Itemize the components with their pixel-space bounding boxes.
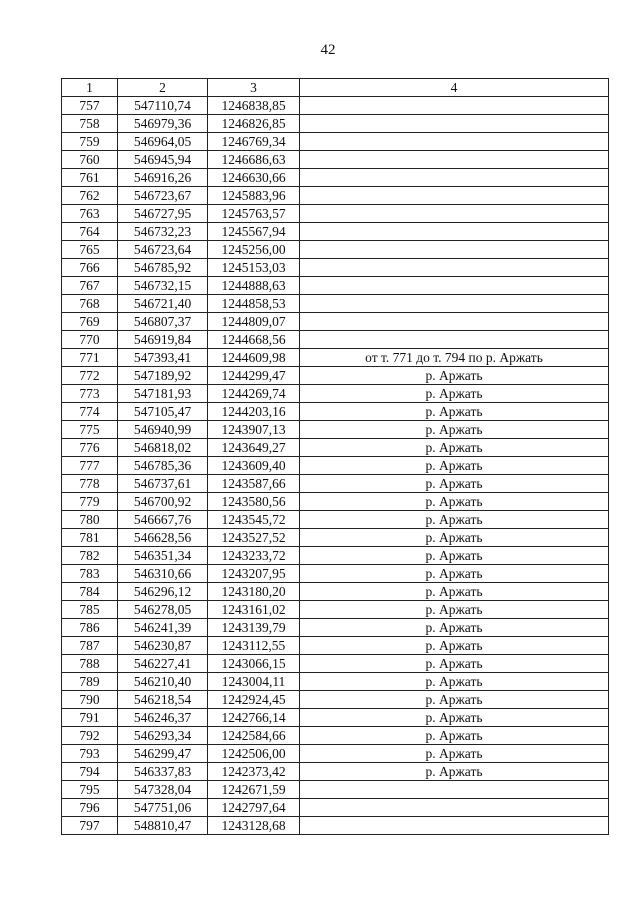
point-number-cell: 773 bbox=[62, 385, 118, 403]
x-coordinate-cell: 546940,99 bbox=[118, 421, 208, 439]
point-number-cell: 760 bbox=[62, 151, 118, 169]
table-row bbox=[62, 583, 609, 601]
point-number-cell: 765 bbox=[62, 241, 118, 259]
y-coordinate-cell: 1243139,79 bbox=[208, 619, 300, 637]
table-row bbox=[62, 295, 609, 313]
table-row bbox=[62, 601, 609, 619]
point-number-cell: 788 bbox=[62, 655, 118, 673]
column-header-2: 2 bbox=[118, 79, 208, 97]
point-number-cell: 774 bbox=[62, 403, 118, 421]
table-row bbox=[62, 691, 609, 709]
x-coordinate-cell: 546916,26 bbox=[118, 169, 208, 187]
y-coordinate-cell: 1246686,63 bbox=[208, 151, 300, 169]
point-number-cell: 771 bbox=[62, 349, 118, 367]
x-coordinate-cell: 546818,02 bbox=[118, 439, 208, 457]
point-number-cell: 777 bbox=[62, 457, 118, 475]
note-cell: от т. 771 до т. 794 по р. Аржать bbox=[300, 349, 609, 367]
point-number-cell: 769 bbox=[62, 313, 118, 331]
note-cell bbox=[300, 313, 609, 331]
x-coordinate-cell: 546230,87 bbox=[118, 637, 208, 655]
point-number-cell: 792 bbox=[62, 727, 118, 745]
coordinates-table bbox=[61, 78, 609, 835]
x-coordinate-cell: 547328,04 bbox=[118, 781, 208, 799]
point-number-cell: 797 bbox=[62, 817, 118, 835]
note-cell bbox=[300, 169, 609, 187]
point-number-cell: 796 bbox=[62, 799, 118, 817]
note-cell: р. Аржать bbox=[300, 547, 609, 565]
y-coordinate-cell: 1243128,68 bbox=[208, 817, 300, 835]
x-coordinate-cell: 547751,06 bbox=[118, 799, 208, 817]
table-row bbox=[62, 421, 609, 439]
note-cell bbox=[300, 781, 609, 799]
point-number-cell: 778 bbox=[62, 475, 118, 493]
note-cell: р. Аржать bbox=[300, 727, 609, 745]
table-row bbox=[62, 331, 609, 349]
x-coordinate-cell: 546723,64 bbox=[118, 241, 208, 259]
note-cell bbox=[300, 133, 609, 151]
x-coordinate-cell: 546727,95 bbox=[118, 205, 208, 223]
table-row bbox=[62, 817, 609, 835]
y-coordinate-cell: 1245153,03 bbox=[208, 259, 300, 277]
point-number-cell: 783 bbox=[62, 565, 118, 583]
page-number: 42 bbox=[320, 42, 336, 58]
column-header-3: 3 bbox=[208, 79, 300, 97]
point-number-cell: 759 bbox=[62, 133, 118, 151]
x-coordinate-cell: 546227,41 bbox=[118, 655, 208, 673]
x-coordinate-cell: 546278,05 bbox=[118, 601, 208, 619]
x-coordinate-cell: 546210,40 bbox=[118, 673, 208, 691]
note-cell bbox=[300, 205, 609, 223]
table-row bbox=[62, 745, 609, 763]
y-coordinate-cell: 1245883,96 bbox=[208, 187, 300, 205]
point-number-cell: 770 bbox=[62, 331, 118, 349]
table-row bbox=[62, 727, 609, 745]
point-number-cell: 786 bbox=[62, 619, 118, 637]
column-header-1: 1 bbox=[62, 79, 118, 97]
point-number-cell: 789 bbox=[62, 673, 118, 691]
y-coordinate-cell: 1242797,64 bbox=[208, 799, 300, 817]
table-row bbox=[62, 781, 609, 799]
y-coordinate-cell: 1243066,15 bbox=[208, 655, 300, 673]
y-coordinate-cell: 1246826,85 bbox=[208, 115, 300, 133]
y-coordinate-cell: 1242584,66 bbox=[208, 727, 300, 745]
point-number-cell: 787 bbox=[62, 637, 118, 655]
y-coordinate-cell: 1244888,63 bbox=[208, 277, 300, 295]
y-coordinate-cell: 1245256,00 bbox=[208, 241, 300, 259]
point-number-cell: 793 bbox=[62, 745, 118, 763]
y-coordinate-cell: 1242766,14 bbox=[208, 709, 300, 727]
point-number-cell: 775 bbox=[62, 421, 118, 439]
y-coordinate-cell: 1243233,72 bbox=[208, 547, 300, 565]
point-number-cell: 785 bbox=[62, 601, 118, 619]
table-row bbox=[62, 439, 609, 457]
note-cell: р. Аржать bbox=[300, 529, 609, 547]
table-row bbox=[62, 529, 609, 547]
x-coordinate-cell: 546310,66 bbox=[118, 565, 208, 583]
point-number-cell: 790 bbox=[62, 691, 118, 709]
table-row bbox=[62, 277, 609, 295]
x-coordinate-cell: 546919,84 bbox=[118, 331, 208, 349]
table-row bbox=[62, 799, 609, 817]
y-coordinate-cell: 1243907,13 bbox=[208, 421, 300, 439]
point-number-cell: 767 bbox=[62, 277, 118, 295]
note-cell: р. Аржать bbox=[300, 637, 609, 655]
point-number-cell: 768 bbox=[62, 295, 118, 313]
y-coordinate-cell: 1242506,00 bbox=[208, 745, 300, 763]
table-row bbox=[62, 565, 609, 583]
point-number-cell: 781 bbox=[62, 529, 118, 547]
table-row bbox=[62, 457, 609, 475]
note-cell bbox=[300, 115, 609, 133]
table-row bbox=[62, 547, 609, 565]
point-number-cell: 772 bbox=[62, 367, 118, 385]
x-coordinate-cell: 546299,47 bbox=[118, 745, 208, 763]
note-cell: р. Аржать bbox=[300, 763, 609, 781]
point-number-cell: 766 bbox=[62, 259, 118, 277]
table-row bbox=[62, 511, 609, 529]
y-coordinate-cell: 1244299,47 bbox=[208, 367, 300, 385]
y-coordinate-cell: 1245763,57 bbox=[208, 205, 300, 223]
y-coordinate-cell: 1243180,20 bbox=[208, 583, 300, 601]
x-coordinate-cell: 546945,94 bbox=[118, 151, 208, 169]
y-coordinate-cell: 1245567,94 bbox=[208, 223, 300, 241]
y-coordinate-cell: 1244203,16 bbox=[208, 403, 300, 421]
y-coordinate-cell: 1243649,27 bbox=[208, 439, 300, 457]
note-cell: р. Аржать bbox=[300, 457, 609, 475]
x-coordinate-cell: 546979,36 bbox=[118, 115, 208, 133]
y-coordinate-cell: 1246630,66 bbox=[208, 169, 300, 187]
column-header-4: 4 bbox=[300, 79, 609, 97]
x-coordinate-cell: 547181,93 bbox=[118, 385, 208, 403]
note-cell bbox=[300, 241, 609, 259]
y-coordinate-cell: 1243161,02 bbox=[208, 601, 300, 619]
note-cell: р. Аржать bbox=[300, 673, 609, 691]
note-cell: р. Аржать bbox=[300, 709, 609, 727]
note-cell: р. Аржать bbox=[300, 565, 609, 583]
x-coordinate-cell: 546293,34 bbox=[118, 727, 208, 745]
note-cell bbox=[300, 97, 609, 115]
y-coordinate-cell: 1244809,07 bbox=[208, 313, 300, 331]
point-number-cell: 761 bbox=[62, 169, 118, 187]
x-coordinate-cell: 546241,39 bbox=[118, 619, 208, 637]
point-number-cell: 784 bbox=[62, 583, 118, 601]
table-row bbox=[62, 619, 609, 637]
x-coordinate-cell: 547110,74 bbox=[118, 97, 208, 115]
point-number-cell: 795 bbox=[62, 781, 118, 799]
x-coordinate-cell: 546721,40 bbox=[118, 295, 208, 313]
x-coordinate-cell: 546732,23 bbox=[118, 223, 208, 241]
y-coordinate-cell: 1244269,74 bbox=[208, 385, 300, 403]
point-number-cell: 780 bbox=[62, 511, 118, 529]
table-row bbox=[62, 259, 609, 277]
y-coordinate-cell: 1243587,66 bbox=[208, 475, 300, 493]
note-cell: р. Аржать bbox=[300, 619, 609, 637]
note-cell: р. Аржать bbox=[300, 493, 609, 511]
note-cell: р. Аржать bbox=[300, 583, 609, 601]
table-row bbox=[62, 385, 609, 403]
table-row bbox=[62, 223, 609, 241]
x-coordinate-cell: 547105,47 bbox=[118, 403, 208, 421]
x-coordinate-cell: 546723,67 bbox=[118, 187, 208, 205]
point-number-cell: 764 bbox=[62, 223, 118, 241]
table-row bbox=[62, 367, 609, 385]
x-coordinate-cell: 547189,92 bbox=[118, 367, 208, 385]
note-cell: р. Аржать bbox=[300, 439, 609, 457]
y-coordinate-cell: 1243207,95 bbox=[208, 565, 300, 583]
y-coordinate-cell: 1243004,11 bbox=[208, 673, 300, 691]
table-row bbox=[62, 313, 609, 331]
y-coordinate-cell: 1243112,55 bbox=[208, 637, 300, 655]
y-coordinate-cell: 1244858,53 bbox=[208, 295, 300, 313]
x-coordinate-cell: 546807,37 bbox=[118, 313, 208, 331]
x-coordinate-cell: 546296,12 bbox=[118, 583, 208, 601]
note-cell bbox=[300, 817, 609, 835]
point-number-cell: 758 bbox=[62, 115, 118, 133]
table-row bbox=[62, 709, 609, 727]
note-cell: р. Аржать bbox=[300, 745, 609, 763]
x-coordinate-cell: 546785,92 bbox=[118, 259, 208, 277]
x-coordinate-cell: 546667,76 bbox=[118, 511, 208, 529]
note-cell bbox=[300, 151, 609, 169]
x-coordinate-cell: 546351,34 bbox=[118, 547, 208, 565]
table-row bbox=[62, 241, 609, 259]
note-cell: р. Аржать bbox=[300, 475, 609, 493]
table-row bbox=[62, 673, 609, 691]
table-row bbox=[62, 403, 609, 421]
point-number-cell: 791 bbox=[62, 709, 118, 727]
note-cell bbox=[300, 259, 609, 277]
point-number-cell: 757 bbox=[62, 97, 118, 115]
note-cell bbox=[300, 187, 609, 205]
table-row bbox=[62, 637, 609, 655]
x-coordinate-cell: 546628,56 bbox=[118, 529, 208, 547]
note-cell bbox=[300, 295, 609, 313]
point-number-cell: 763 bbox=[62, 205, 118, 223]
point-number-cell: 782 bbox=[62, 547, 118, 565]
table-body bbox=[62, 97, 609, 835]
y-coordinate-cell: 1242373,42 bbox=[208, 763, 300, 781]
table-row bbox=[62, 475, 609, 493]
note-cell bbox=[300, 223, 609, 241]
note-cell: р. Аржать bbox=[300, 421, 609, 439]
note-cell: р. Аржать bbox=[300, 601, 609, 619]
x-coordinate-cell: 546964,05 bbox=[118, 133, 208, 151]
note-cell bbox=[300, 799, 609, 817]
table-row bbox=[62, 205, 609, 223]
table-row bbox=[62, 97, 609, 115]
y-coordinate-cell: 1246769,34 bbox=[208, 133, 300, 151]
y-coordinate-cell: 1243527,52 bbox=[208, 529, 300, 547]
y-coordinate-cell: 1243580,56 bbox=[208, 493, 300, 511]
point-number-cell: 794 bbox=[62, 763, 118, 781]
table-row bbox=[62, 763, 609, 781]
table-row bbox=[62, 493, 609, 511]
table-row bbox=[62, 115, 609, 133]
y-coordinate-cell: 1242671,59 bbox=[208, 781, 300, 799]
table-header-row bbox=[62, 79, 609, 97]
note-cell: р. Аржать bbox=[300, 655, 609, 673]
x-coordinate-cell: 546732,15 bbox=[118, 277, 208, 295]
x-coordinate-cell: 546246,37 bbox=[118, 709, 208, 727]
note-cell: р. Аржать bbox=[300, 511, 609, 529]
table-row bbox=[62, 151, 609, 169]
x-coordinate-cell: 546700,92 bbox=[118, 493, 208, 511]
x-coordinate-cell: 546337,83 bbox=[118, 763, 208, 781]
y-coordinate-cell: 1244668,56 bbox=[208, 331, 300, 349]
point-number-cell: 776 bbox=[62, 439, 118, 457]
y-coordinate-cell: 1244609,98 bbox=[208, 349, 300, 367]
y-coordinate-cell: 1242924,45 bbox=[208, 691, 300, 709]
y-coordinate-cell: 1246838,85 bbox=[208, 97, 300, 115]
x-coordinate-cell: 546785,36 bbox=[118, 457, 208, 475]
point-number-cell: 779 bbox=[62, 493, 118, 511]
table-row bbox=[62, 655, 609, 673]
y-coordinate-cell: 1243609,40 bbox=[208, 457, 300, 475]
note-cell bbox=[300, 331, 609, 349]
point-number-cell: 762 bbox=[62, 187, 118, 205]
table-row bbox=[62, 187, 609, 205]
table-row bbox=[62, 169, 609, 187]
note-cell: р. Аржать bbox=[300, 385, 609, 403]
y-coordinate-cell: 1243545,72 bbox=[208, 511, 300, 529]
x-coordinate-cell: 546737,61 bbox=[118, 475, 208, 493]
note-cell: р. Аржать bbox=[300, 691, 609, 709]
x-coordinate-cell: 548810,47 bbox=[118, 817, 208, 835]
note-cell: р. Аржать bbox=[300, 367, 609, 385]
x-coordinate-cell: 546218,54 bbox=[118, 691, 208, 709]
note-cell bbox=[300, 277, 609, 295]
note-cell: р. Аржать bbox=[300, 403, 609, 421]
table-row bbox=[62, 349, 609, 367]
x-coordinate-cell: 547393,41 bbox=[118, 349, 208, 367]
table-row bbox=[62, 133, 609, 151]
